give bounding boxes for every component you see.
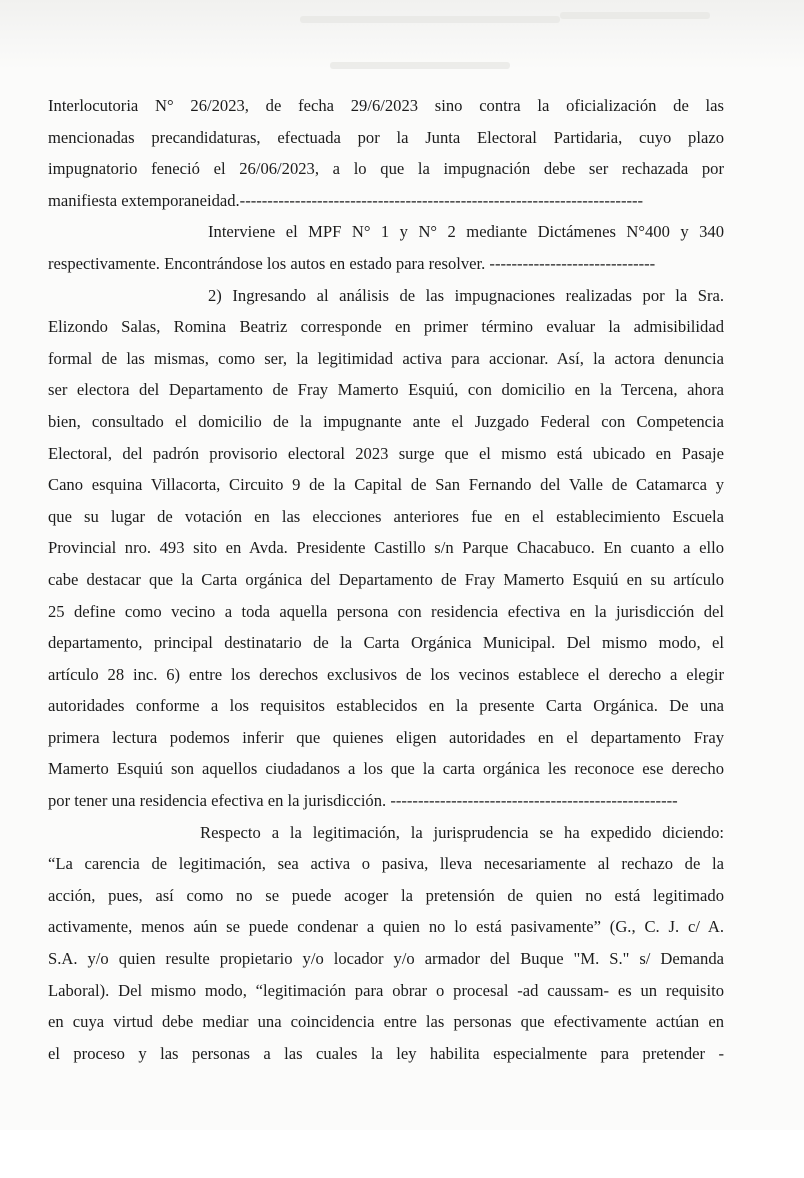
body-line: Provincial nro. 493 sito en Avda. Presidente Castillo s/n Parque Chacabuco. En cuanto a ello	[48, 538, 724, 558]
body-line: departamento, principal destinatario de la Carta Orgánica Municipal. Del mismo modo, el	[48, 633, 724, 653]
body-line: Mamerto Esquiú son aquellos ciudadanos a los que la carta orgánica les reconoce ese derecho	[48, 759, 724, 779]
body-line: respectivamente. Encontrándose los autos en estado para resolver. ------------------------------	[48, 253, 656, 273]
body-line: activamente, menos aún se puede condenar a quien no lo está pasivamente” (G., C. J. c/ A.	[48, 917, 724, 937]
body-line: que su lugar de votación en las elecciones anteriores fue en el establecimiento Escuela	[48, 506, 724, 526]
body-line: el proceso y las personas a las cuales la ley habilita especialmente para pretender -	[48, 1043, 724, 1063]
body-line: 25 define como vecino a toda aquella persona con residencia efectiva en la jurisdicción del	[48, 601, 724, 621]
faded-text-trace	[560, 12, 710, 19]
body-line: formal de las mismas, como ser, la legitimidad activa para accionar. Así, la actora denuncia	[48, 348, 724, 368]
body-line: 2) Ingresando al análisis de las impugnaciones realizadas por la Sra.	[208, 285, 724, 305]
body-line: impugnatorio feneció el 26/06/2023, a lo que la impugnación debe ser rechazada por	[48, 159, 724, 179]
body-line: Laboral). Del mismo modo, “legitimación para obrar o procesal -ad caussam- es un requisito	[48, 980, 724, 1000]
body-line: ser electora del Departamento de Fray Mamerto Esquiú, con domicilio en la Tercena, ahora	[48, 380, 724, 400]
body-line: acción, pues, así como no se puede acoger la pretensión de quien no está legitimado	[48, 885, 724, 905]
body-line: artículo 28 inc. 6) entre los derechos exclusivos de los vecinos establece el derecho a elegir	[48, 664, 724, 684]
body-line: autoridades conforme a los requisitos establecidos en la presente Carta Orgánica. De una	[48, 696, 724, 716]
body-line: Electoral, del padrón provisorio electoral 2023 surge que el mismo está ubicado en Pasaje	[48, 443, 724, 463]
body-line: manifiesta extemporaneidad.-------------------------------------------------------------------------	[48, 190, 644, 210]
body-line: S.A. y/o quien resulte propietario y/o locador y/o armador del Buque "M. S." s/ Demanda	[48, 949, 724, 969]
body-line: mencionadas precandidaturas, efectuada por la Junta Electoral Partidaria, cuyo plazo	[48, 127, 724, 147]
body-line: Cano esquina Villacorta, Circuito 9 de la Capital de San Fernando del Valle de Catamarca y	[48, 475, 724, 495]
faded-text-trace	[300, 16, 560, 23]
document-body	[48, 90, 724, 1069]
body-line: por tener una residencia efectiva en la jurisdicción. ----------------------------------------------------	[48, 791, 678, 811]
faded-header-area	[0, 0, 804, 70]
body-line: Elizondo Salas, Romina Beatriz corresponde en primer término evaluar la admisibilidad	[48, 317, 724, 337]
page-bottom-margin	[0, 1130, 804, 1178]
body-line: bien, consultado el domicilio de la impugnante ante el Juzgado Federal con Competencia	[48, 411, 724, 431]
body-line: cabe destacar que la Carta orgánica del Departamento de Fray Mamerto Esquiú en su artículo	[48, 569, 724, 589]
body-line: primera lectura podemos inferir que quienes eligen autoridades en el departamento Fray	[48, 727, 724, 747]
body-line: Interlocutoria N° 26/2023, de fecha 29/6/2023 sino contra la oficialización de las	[48, 96, 724, 115]
body-line: en cuya virtud debe mediar una coincidencia entre las personas que efectivamente actúan en	[48, 1012, 724, 1032]
faded-text-trace	[330, 62, 510, 69]
body-line: Interviene el MPF N° 1 y N° 2 mediante Dictámenes N°400 y 340	[208, 222, 724, 242]
body-line: “La carencia de legitimación, sea activa o pasiva, lleva necesariamente al rechazo de la	[48, 854, 724, 874]
body-line: Respecto a la legitimación, la jurisprudencia se ha expedido diciendo:	[200, 822, 724, 842]
